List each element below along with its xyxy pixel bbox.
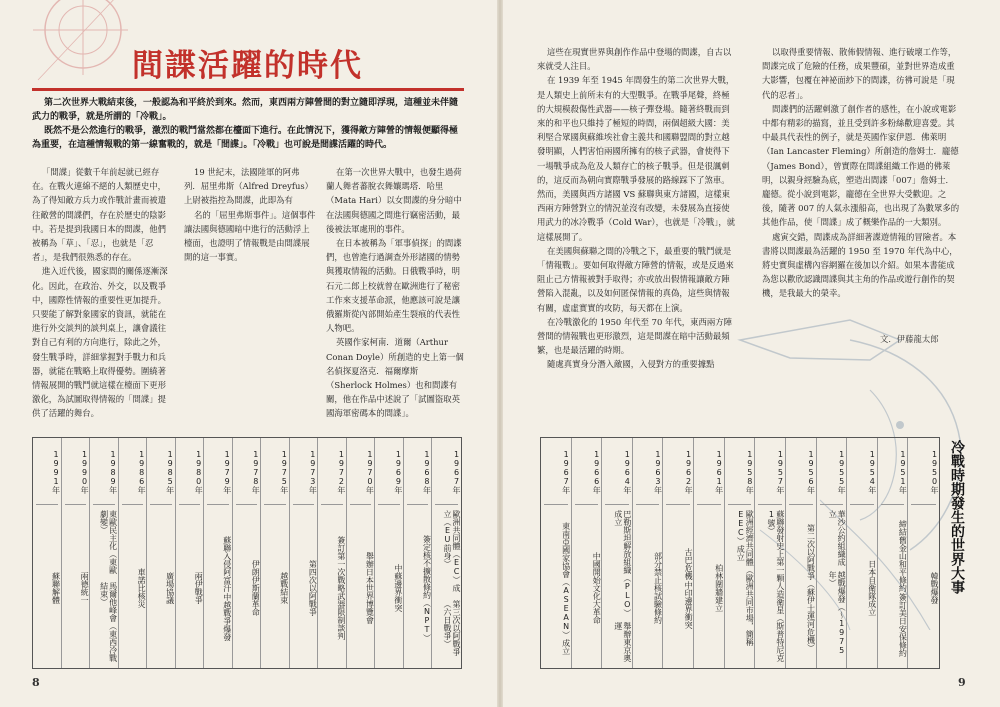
body-paragraph: 間諜們的活躍刺激了創作者的感性，在小說或電影中都有精彩的描寫，並且受到許多粉絲歡迎喜愛。其中最具代表性的例子，就是英國作家伊恩．佛萊明（Ian Lancaster Fleming）所創造的詹姆士．龐德（James Bond），曾實際在間諜組織工作過的佛萊明，以親身經驗為底，塑造出間諜「007」詹姆士．龐德。從小說到電影，龐德在全世界大受歡迎。之後，隨著 007 的人氣永漲船高，也出現了為數眾多的其他作品，使「間諜」成了概樂作品的一大類別。	[762, 103, 960, 228]
timeline-events	[878, 510, 908, 666]
timeline-event: 兩伊戰爭	[194, 572, 204, 604]
timeline-event: 柏林圍牆建立	[714, 564, 724, 612]
timeline-divider	[666, 504, 690, 505]
title-divider	[32, 88, 464, 91]
timeline-event: 中蘇邊界衝突	[393, 564, 403, 612]
intro-paragraph: 既然不是公然進行的戰爭，激烈的戰鬥當然都在檯面下進行。在此情況下，獲得敵方陣營的情報便顯得極為重要，在這種情報戰的第一線奮戰的，就是「間諜」。「冷戰」也可說是間諜活躍的時代。	[32, 126, 459, 150]
body-paragraph: 處寅交錯，間諜成為詳細著諜遊情報的冒險者。本書將以間諜最為活躍的 1950 至 1970 年代為中心，將史實與虛構內容網羅在後加以介紹。如果本書能成為您以歡欣認識間諜與其主角的作品或遊行創作的契機，是我最大的榮幸。	[762, 231, 958, 299]
timeline-event: 中國開始文化大革命	[592, 552, 602, 624]
timeline-year: 1957年	[775, 450, 785, 494]
timeline-divider	[820, 504, 844, 505]
crosshair-decoration-icon	[18, 0, 128, 100]
timeline-year: 1972年	[336, 450, 346, 494]
timeline-year: 1979年	[222, 450, 232, 494]
page-number-left: 8	[32, 676, 40, 689]
timeline-entry	[147, 438, 176, 668]
timeline-entry	[119, 438, 148, 668]
timeline-entry	[602, 438, 633, 668]
timeline-events	[33, 510, 61, 666]
timeline-event: 越戰結束	[279, 572, 289, 604]
timeline-event: 第三次以阿戰爭（六日戰爭）	[442, 599, 461, 656]
timeline-year: 1951年	[898, 450, 908, 494]
timeline-events	[908, 510, 939, 666]
timeline-event: 越戰爆發（～1975年）	[828, 571, 847, 656]
timeline-event: 中印邊界衝突	[684, 580, 694, 629]
body-column-3	[326, 165, 464, 423]
timeline-events	[404, 510, 432, 666]
timeline-event: 馬爾他峰會（東西冷戰結束）	[99, 582, 118, 663]
timeline-entry	[90, 438, 119, 668]
timeline-year: 1963年	[653, 450, 663, 494]
timeline-events	[725, 510, 755, 666]
timeline-events	[755, 510, 785, 666]
body-paragraph: 這些在現實世界與創作作品中登場的間諜，自古以來就受人注目。	[537, 47, 732, 72]
timeline-divider	[407, 504, 429, 505]
timeline-divider	[150, 504, 172, 505]
timeline-year: 1970年	[365, 450, 375, 494]
intro-block	[32, 97, 464, 153]
timeline-entry	[62, 438, 91, 668]
timeline-year: 1989年	[108, 450, 118, 494]
timeline-event: 舉辦東京奧運	[613, 622, 632, 663]
timeline-events	[176, 510, 204, 666]
body-paragraph: 英國作家柯南．道爾（Arthur Conan Doyle）所創造的史上第一個名偵探夏洛克．福爾摩斯（Sherlock Holmes）也和間諜有關，他在作品中述說了「試圖盜取英國海軍密碼本的間諜」。	[326, 337, 464, 419]
timeline-divider	[179, 504, 201, 505]
timeline-entry	[261, 438, 290, 668]
timeline-divider	[758, 504, 782, 505]
timeline-divider	[697, 504, 721, 505]
body-paragraph: 在冷戰激化的 1950 年代至 70 年代，東西兩方陣營間的情報戰也更形激烈，這是間諜在暗中活動最頻繁，也是最活躍的時期。	[537, 316, 732, 356]
timeline-events	[572, 510, 602, 666]
timeline-divider	[789, 504, 813, 505]
timeline-year: 1962年	[684, 450, 694, 494]
timeline-entry	[541, 438, 572, 668]
timeline-events	[432, 510, 461, 666]
timeline-entry	[318, 438, 347, 668]
timeline-events	[847, 510, 877, 666]
timeline-entry	[663, 438, 694, 668]
timeline-divider	[911, 504, 936, 505]
timeline-divider	[36, 504, 58, 505]
timeline-year: 1991年	[51, 450, 61, 494]
timeline-events	[694, 510, 724, 666]
body-paragraph: 名的「屈里弗斯事件」。這個事件讓法國與德國暗中進行的活動浮上檯面，也證明了情報戰是由間諜展開的這一事實。	[184, 209, 316, 263]
body-column-right-1	[537, 45, 737, 415]
timeline-entry	[755, 438, 786, 668]
timeline-year: 1990年	[80, 450, 90, 494]
timeline-events	[817, 510, 847, 666]
timeline-event: 東南亞國家協會（ASEAN）成立	[561, 521, 571, 655]
timeline-year: 1956年	[806, 450, 816, 494]
timeline-event: 中越戰爭爆發	[222, 592, 232, 641]
body-paragraph: 在日本被稱為「軍事偵探」的間諜們，也曾進行過調查外形諸國的情勢與獲取情報的活動。日俄戰爭時，明石元二郎上校就曾在歐洲進行了秘密工作來支援革命派，他應該可說是讓俄羅斯從內部開始產生裂痕的代表性人物吧。	[326, 238, 462, 334]
timeline-entry	[725, 438, 756, 668]
timeline-divider	[575, 504, 599, 505]
timeline-events	[541, 510, 571, 666]
timeline-entry	[633, 438, 664, 668]
timeline-events	[633, 510, 663, 666]
body-paragraph: 在美國與蘇聯之間的冷戰之下，最重要的戰鬥就是「情報戰」。要如何取得敵方陣營的情報，或是反過來阻止己方情報被對手取得；亦或放出假情報讓敵方陣營陷入混亂，以及如何匿保情報的真偽，這些與情報有關，虛虛實實的攻防，每天都在上演。	[537, 245, 734, 313]
timeline-divider	[264, 504, 286, 505]
timeline-year: 1985年	[165, 450, 175, 494]
body-paragraph: 在 1939 年至 1945 年間發生的第二次世界大戰，是人類史上前所未有的大型戰爭。在戰爭尾聲，終極的大規模殺傷性武器——核子彈登場。隨著終戰而到來的和平也只維持了極短的時間，兩個超級大國：美利堅合眾國與蘇維埃社會主義共和國聯盟間的對立越發明顯，人們害怕兩國所擁有的核子武器，會使得下一場戰爭成為危及人類存亡的核子戰爭。但是很諷刺的，這反而為朝向實際戰爭發展的路線踩下了煞車。然而，美國與西方諸國 VS 蘇聯與東方諸國，這樣東西兩方陣營對立的情況並沒有改變，未發展為直接使用武力的冰冷戰爭（Cold War），也就是「冷戰」，就這樣展開了。	[537, 75, 736, 242]
timeline-entry	[786, 438, 817, 668]
timeline-year: 1950年	[929, 450, 939, 494]
timeline-entry	[375, 438, 404, 668]
timeline-event: 巴勒斯坦解放組織（PLO）成立	[613, 510, 632, 617]
timeline-year: 1954年	[867, 450, 877, 494]
timeline-event: 締結舊金山和平條約	[898, 519, 908, 592]
timeline-year: 1975年	[279, 450, 289, 494]
timeline-year: 1986年	[137, 450, 147, 494]
page-title: 間諜活躍的時代	[132, 48, 363, 84]
timeline-event: 第四次以阿戰爭	[308, 560, 318, 616]
timeline-entry	[176, 438, 205, 668]
timeline-events	[119, 510, 147, 666]
timeline-entry	[847, 438, 878, 668]
timeline-title: 冷戰時期發生的世界大事	[949, 440, 965, 594]
body-paragraph: 以取得重要情報、散佈假情報、進行破壞工作等，間諜完成了危險的任務，成果豐碩，並對世界造成重大影響，包覆在神祕面紗下的間諜，彷彿可說是「現代的忍者」。	[762, 47, 957, 100]
timeline-events	[204, 510, 232, 666]
timeline-event: 韓戰爆發	[929, 572, 939, 604]
timeline-entry	[878, 438, 909, 668]
timeline-events	[233, 510, 261, 666]
timeline-divider	[350, 504, 372, 505]
timeline-events	[318, 510, 346, 666]
timeline-event: 歐洲經濟共同體（歐洲共同市場，簡稱EEC）成立	[736, 510, 755, 646]
timeline-entry	[404, 438, 433, 668]
timeline-event: 簽定核不擴散條約（NPT）	[422, 534, 432, 642]
timeline-events	[147, 510, 175, 666]
timeline-events	[290, 510, 318, 666]
timeline-divider	[65, 504, 87, 505]
timeline-entry	[233, 438, 262, 668]
timeline-divider	[378, 504, 400, 505]
timeline-year: 1968年	[422, 450, 432, 494]
page-number-right: 9	[958, 676, 966, 689]
timeline-events	[261, 510, 289, 666]
timeline-event: 簽訂美日安保條約	[898, 592, 908, 657]
timeline-event: 第二次以阿戰爭（蘇伊士運河危機）	[806, 524, 816, 652]
timeline-entry	[432, 438, 461, 668]
timeline-event: 廣場協議	[165, 572, 175, 604]
timeline-divider	[544, 504, 568, 505]
body-column-2	[184, 165, 316, 423]
body-paragraph: 「間諜」從數千年前起就已經存在。在戰火連綿不絕的人類歷史中，為了得知敵方兵力或作戰計畫而被遣往敵營的間諜們，存在於歷史的陰影中。若是提到我國日本的間諜，他們被稱為「草」、「忍」，也就是「忍者」，是我們很熟悉的存在。	[32, 167, 166, 263]
timeline-entry	[572, 438, 603, 668]
timeline-year: 1955年	[837, 450, 847, 494]
timeline-event: 蘇聯入侵阿富汗	[222, 535, 232, 592]
timeline-year: 1967年	[561, 450, 571, 494]
timeline-divider	[207, 504, 229, 505]
timeline-events	[602, 510, 632, 666]
timeline-entry	[347, 438, 376, 668]
author-signature: 文．伊藤龍太郎	[880, 334, 939, 344]
timeline-event: 部分禁止核試驗條約	[653, 552, 663, 624]
timeline-divider	[636, 504, 660, 505]
timeline-entry	[908, 438, 939, 668]
timeline-divider	[293, 504, 315, 505]
timeline-year: 1973年	[308, 450, 318, 494]
timeline-year: 1964年	[622, 450, 632, 494]
intro-paragraph: 第二次世界大戰結束後，一般認為和平終於到來。然而，東西兩方陣營間的對立隨即浮現，這種並未伴隨武力的戰爭，就是所謂的「冷戰」。	[32, 98, 459, 122]
timeline-year: 1958年	[745, 450, 755, 494]
body-paragraph: 19 世紀末，法國陸軍的阿弗列．屈里弗斯（Alfred Dreyfus）上尉被指控為間諜，此即為有	[184, 167, 314, 206]
timeline-entry	[694, 438, 725, 668]
timeline-divider	[881, 504, 905, 505]
timeline-divider	[728, 504, 752, 505]
timeline-year: 1961年	[714, 450, 724, 494]
timeline-year: 1967年	[451, 450, 461, 494]
timeline-entry	[33, 438, 62, 668]
timeline-divider	[605, 504, 629, 505]
timeline-year: 1969年	[393, 450, 403, 494]
timeline-events	[62, 510, 90, 666]
timeline-entry	[817, 438, 848, 668]
timeline-events	[347, 510, 375, 666]
body-paragraph: 在第一次世界大戰中，也發生過荷蘭人舞者蕃脫衣舞孃瑪塔．哈里（Mata Hari）以女間諜的身分暗中在法國與德國之間進行竊密活動，最後被法軍處刑的事件。	[326, 167, 462, 234]
timeline-year: 1966年	[592, 450, 602, 494]
timeline-year: 1980年	[194, 450, 204, 494]
timeline-event: 舉辦日本世界博覽會	[365, 552, 375, 624]
timeline-table-right	[540, 437, 940, 669]
timeline-event: 蘇聯發射史上第一顆人造衛星（斯普特尼克1號）	[766, 510, 785, 662]
body-paragraph: 隨處真實身分潛入敵國，入侵對方的重要據點	[547, 359, 715, 370]
timeline-event: 古巴危機	[684, 547, 694, 580]
timeline-year: 1978年	[251, 450, 261, 494]
timeline-divider	[236, 504, 258, 505]
timeline-event: 日本自衛隊成立	[867, 560, 877, 616]
timeline-event: 華沙公約組織成立	[828, 510, 847, 566]
timeline-event: 兩德統一	[80, 572, 90, 604]
timeline-event: 蘇聯解體	[51, 572, 61, 604]
timeline-divider	[850, 504, 874, 505]
timeline-entry	[204, 438, 233, 668]
timeline-events	[786, 510, 816, 666]
body-column-1	[32, 165, 172, 423]
timeline-event: 歐洲共同體（EC）成立（EU前身）	[442, 510, 461, 592]
timeline-divider	[321, 504, 343, 505]
timeline-entry	[290, 438, 319, 668]
timeline-events	[663, 510, 693, 666]
timeline-table-left	[32, 437, 462, 669]
timeline-events	[90, 510, 118, 666]
timeline-divider	[435, 504, 458, 505]
timeline-event: 東歐民主化（東歐劇變）	[99, 510, 118, 574]
body-paragraph: 進入近代後，國家間的關係逐漸深化。因此，在政治、外交，以及戰爭中，國際性情報的重要性更加提升。只要能了解對象國家的資訊，就能在進行外交談判的談判桌上，讓會議往對自己有利的方向進行，除此之外，發生戰爭時，詳細掌握對手戰力和兵器，就能在戰略上取得優勢。圍繞著情報展開的戰鬥就這樣在檯面下更形激化，為試圖取得情報的「間諜」提供了活躍的舞台。	[32, 266, 168, 419]
body-column-right-2	[762, 45, 962, 330]
timeline-divider	[122, 504, 144, 505]
timeline-events	[375, 510, 403, 666]
timeline-event: 車諾比核災	[137, 568, 147, 608]
timeline-divider	[93, 504, 115, 505]
left-page	[0, 0, 497, 707]
timeline-event: 簽訂第一次戰略武器限制談判	[336, 536, 346, 640]
timeline-event: 伊朗伊斯蘭革命	[251, 560, 261, 616]
